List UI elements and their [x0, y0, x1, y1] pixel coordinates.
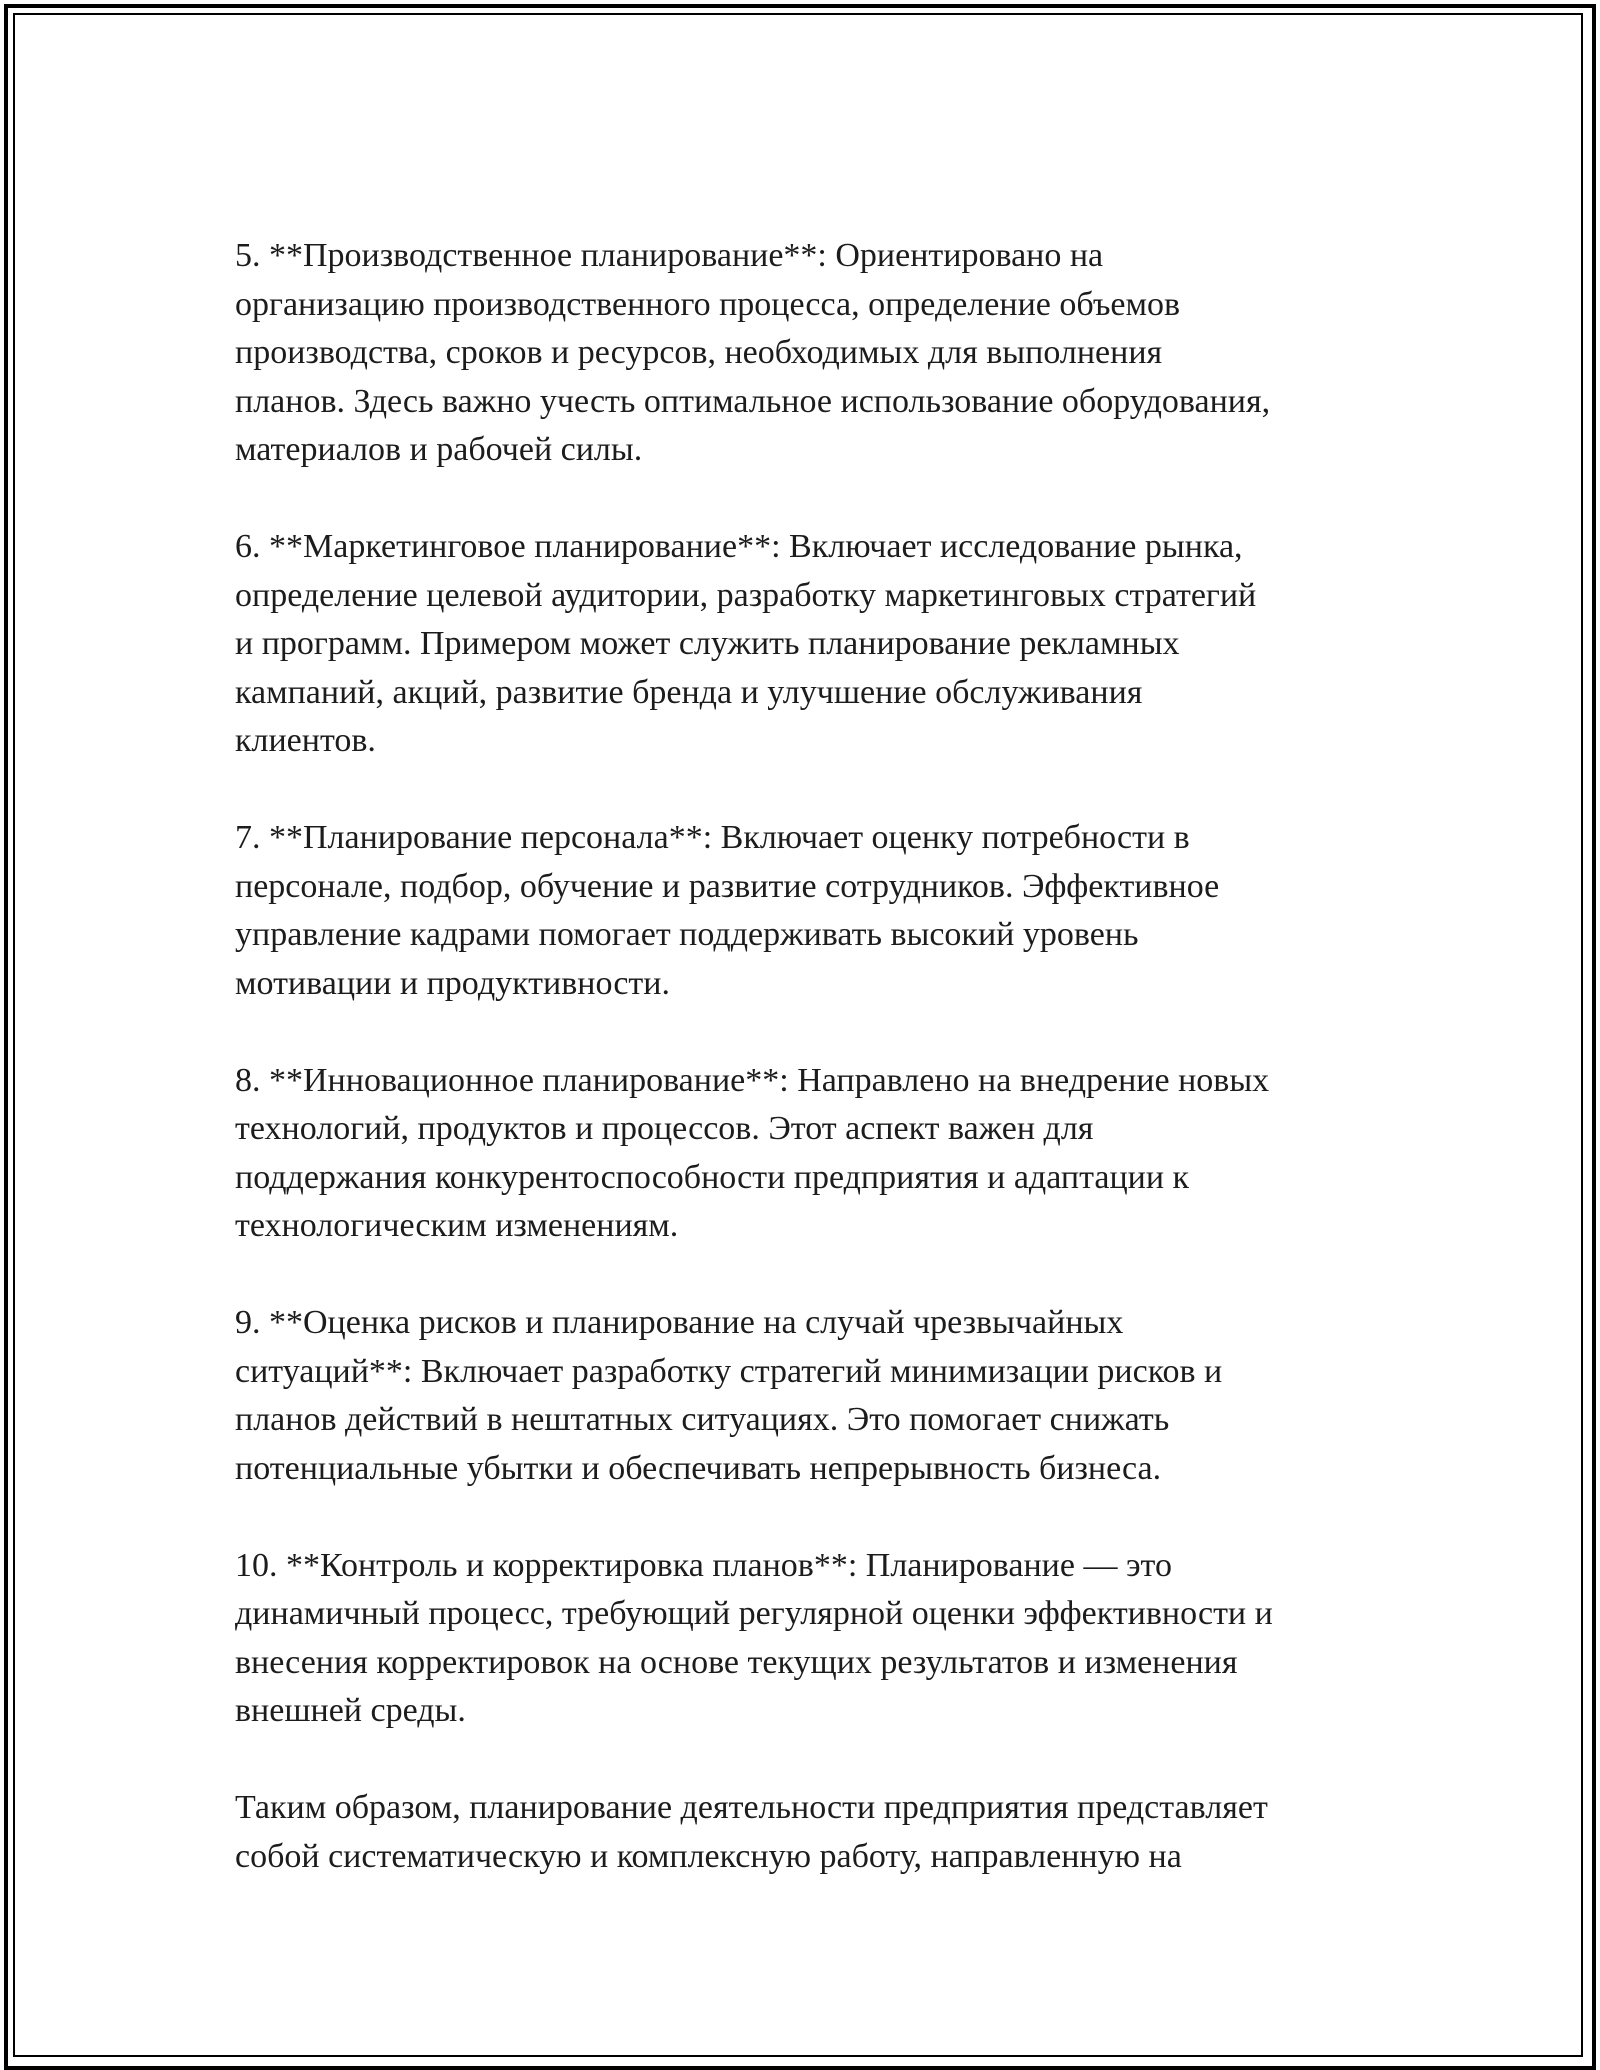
paragraph-innovation-planning: 8. **Инновационное планирование**: Направлено на внедрение новых технологий, продуктов и процессов. Этот аспект важен для поддержания конкурентоспособности предприятия и адаптации к технологическим изменениям.: [235, 1061, 1270, 1244]
paragraph-production-planning: 5. **Производственное планирование**: Ориентировано на организацию производственного процесса, определение объемов производства, сроков и ресурсов, необходимых для выполнения планов. Здесь важно учесть оптимальное использование оборудования, материалов и рабочей силы.: [235, 237, 1271, 468]
document-body: [235, 232, 1365, 1881]
paragraph-marketing-planning: 6. **Маркетинговое планирование**: Включает исследование рынка, определение целевой аудитории, разработку маркетинговых стратегий и программ. Примером может служить планирование рекламных кампаний, акций, развитие бренда и улучшение обслуживания клиентов.: [235, 528, 1257, 759]
paragraph-risk-assessment: 9. **Оценка рисков и планирование на случай чрезвычайных ситуаций**: Включает разработку стратегий минимизации рисков и планов действий в нештатных ситуациях. Это помогает снижать потенциальные убытки и обеспечивать непрерывность бизнеса.: [235, 1304, 1223, 1487]
paragraph-personnel-planning: 7. **Планирование персонала**: Включает оценку потребности в персонале, подбор, обучение и развитие сотрудников. Эффективное управление кадрами помогает поддерживать высокий уровень мотивации и продуктивности.: [235, 819, 1220, 1002]
paragraph-conclusion: Таким образом, планирование деятельности предприятия представляет собой систематическую и комплексную работу, направленную на: [235, 1789, 1268, 1875]
paragraph-plan-control: 10. **Контроль и корректировка планов**: Планирование — это динамичный процесс, требующий регулярной оценки эффективности и внесения корректировок на основе текущих результатов и изменения внешней среды.: [235, 1546, 1273, 1729]
